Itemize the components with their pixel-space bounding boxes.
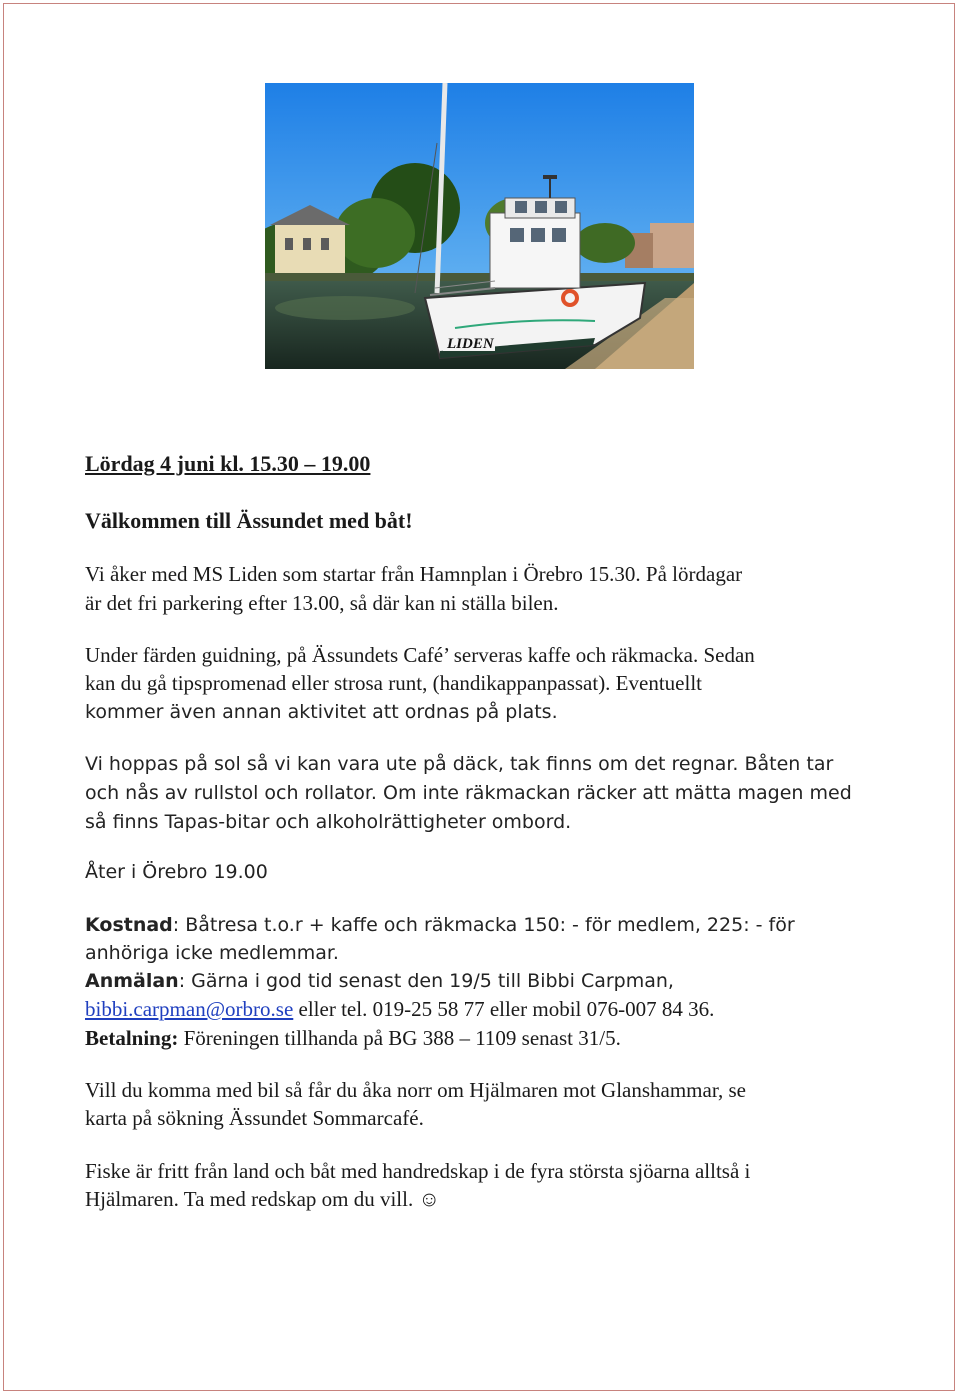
event-date-heading: Lördag 4 juni kl. 15.30 – 19.00 bbox=[85, 451, 371, 476]
tour-line-3: kommer även annan aktivitet att ordnas på plats. bbox=[85, 701, 558, 723]
smiley-icon: ☺ bbox=[418, 1187, 440, 1211]
fishing-line-1: Fiske är fritt från land och båt med handredskap i de fyra största sjöarna alltså i bbox=[85, 1159, 751, 1183]
car-line-2: karta på sökning Ässundet Sommarcafé. bbox=[85, 1106, 424, 1130]
tour-line-1: Under färden guidning, på Ässundets Café’ serveras kaffe och räkmacka. Sedan bbox=[85, 643, 755, 667]
intro-line-2: är det fri parkering efter 13.00, så där kan ni ställa bilen. bbox=[85, 591, 559, 615]
email-link[interactable]: bibbi.carpman@orbro.se bbox=[85, 997, 294, 1021]
cost-label: Kostnad bbox=[85, 914, 173, 936]
fishing-line-2 bbox=[85, 1185, 440, 1214]
weather-line-1: Vi hoppas på sol så vi kan vara ute på däck, tak finns om det regnar. Båten tar bbox=[85, 753, 834, 775]
weather-line-3: så finns Tapas-bitar och alkoholrättigheter ombord. bbox=[85, 811, 572, 833]
cost-text: : Båtresa t.o.r + kaffe och räkmacka 150: - för medlem, 225: - för bbox=[172, 914, 795, 936]
cost-line-2: anhöriga icke medlemmar. bbox=[85, 942, 339, 964]
intro-line-1: Vi åker med MS Liden som startar från Hamnplan i Örebro 15.30. På lördagar bbox=[85, 562, 743, 586]
signup-line-2 bbox=[85, 995, 714, 1024]
signup-label: Anmälan bbox=[85, 970, 179, 992]
welcome-heading: Välkommen till Ässundet med båt! bbox=[85, 508, 413, 533]
fishing-text: Hjälmaren. Ta med redskap om du vill. bbox=[85, 1187, 419, 1211]
signup-text: : Gärna i god tid senast den 19/5 till Bibbi Carpman, bbox=[178, 970, 674, 992]
car-line-1: Vill du komma med bil så får du åka norr om Hjälmaren mot Glanshammar, se bbox=[85, 1078, 746, 1102]
return-time: Åter i Örebro 19.00 bbox=[85, 861, 268, 883]
boat-photo bbox=[265, 83, 694, 369]
payment-label: Betalning: bbox=[85, 1026, 179, 1050]
tour-line-2: kan du gå tipspromenad eller strosa runt, (handikappanpassat). Eventuellt bbox=[85, 671, 702, 695]
cost-line-1 bbox=[85, 911, 795, 940]
signup-line-1 bbox=[85, 967, 674, 996]
boat-name-label: LIDEN bbox=[447, 336, 494, 352]
payment-text: Föreningen tillhanda på BG 388 – 1109 senast 31/5. bbox=[178, 1026, 621, 1050]
signup-phone-text: eller tel. 019-25 58 77 eller mobil 076-007 84 36. bbox=[293, 997, 715, 1021]
payment-line bbox=[85, 1024, 621, 1053]
weather-line-2: och nås av rullstol och rollator. Om inte räkmackan räcker att mätta magen med bbox=[85, 782, 852, 804]
